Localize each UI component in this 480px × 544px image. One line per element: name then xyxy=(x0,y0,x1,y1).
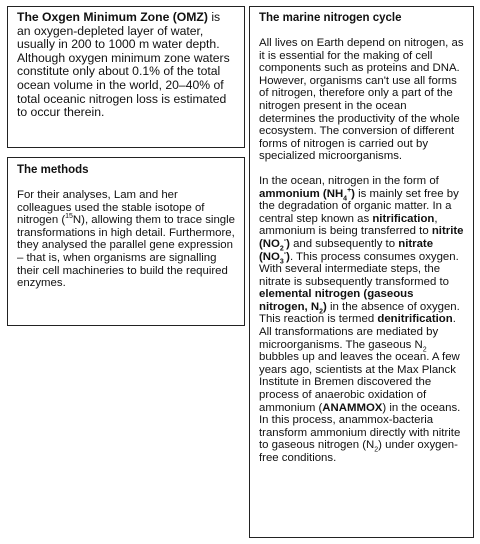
n2-subscript-a: 2 xyxy=(422,345,427,353)
ammonium-term xyxy=(259,188,355,200)
isotope-symbol: N xyxy=(72,214,82,227)
nitrate-subscript: 3 xyxy=(279,257,284,265)
nc-text-c: , ammonium is being transferred to xyxy=(259,212,438,238)
ammonium-label: ammonium (NH xyxy=(259,187,344,200)
methods-text-1: For their analyses, Lam and her colleagues used the stable isotope of nitrogen ( xyxy=(17,189,205,227)
nitrogen-cycle-title: The marine nitrogen cycle xyxy=(259,12,402,24)
nitrite-subscript: 2 xyxy=(279,245,284,253)
nitrite-superscript: - xyxy=(283,237,287,245)
nitrification-term: nitrification xyxy=(372,212,435,225)
methods-text-2: ), allowing them to trace single transformations in high detail. Furthermore, they analysed the parallel gene expression – that is, when organisms are signalling their cell machineries to build the required enzymes. xyxy=(17,214,236,290)
elemental-subscript: 2 xyxy=(319,308,324,316)
methods-box xyxy=(7,157,245,326)
methods-title: The methods xyxy=(17,164,89,176)
nc-text-h: bubbles up and leaves the ocean. A few years ago, scientists at the Max Planck Institute in Bremen discovered the process of anaerobic oxidation of ammonium ( xyxy=(259,351,460,414)
omz-paragraph xyxy=(17,11,235,120)
nitrate-label: nitrate (NO xyxy=(259,237,434,263)
anammox-term: ANAMMOX xyxy=(322,401,383,414)
nc-text-f: in the absence of oxygen. This reaction is termed xyxy=(259,300,460,326)
nc-text-a: In the ocean, nitrogen in the form of xyxy=(259,174,439,187)
nitrate-superscript: - xyxy=(283,249,287,257)
denitrification-term: denitrification xyxy=(377,313,453,326)
elemental-close: ) xyxy=(323,300,327,313)
nc-text-b: is mainly set free by the degradation of organic matter. In a central step known as xyxy=(259,187,459,225)
nc-text-g: . All transformations are mediated by microorganisms. The gaseous N xyxy=(259,313,456,351)
nc-text-e: . This process consumes oxygen. With several intermediate steps, the nitrate is subsequently transformed to xyxy=(259,250,459,288)
nc-text-d: and subsequently to xyxy=(289,237,399,250)
methods-paragraph xyxy=(17,189,235,290)
omz-text: is an oxygen-depleted layer of water, usually in 200 to 1000 m water depth. Although oxygen minimum zone waters constitute only about 0.1% of the total ocean volume in the world, 20–40% of total oceanic nitrogen loss is estimated to occur therein. xyxy=(17,10,230,120)
n2-subscript-b: 2 xyxy=(374,446,379,454)
omz-box xyxy=(7,6,245,148)
ammonium-close: ) xyxy=(351,187,355,200)
nitrite-label: nitrite (NO xyxy=(259,225,464,250)
nc-text-i: ) in the oceans. In this process, anammox-bacteria transform ammonium directly with nitrite to gaseous nitrogen (N xyxy=(259,401,461,452)
nitrite-close: ) xyxy=(286,237,290,250)
nitrogen-cycle-paragraph-1: All lives on Earth depend on nitrogen, as it is essential for the making of cell components such as proteins and DNA. However, organisms can't use all forms of nitrogen, therefore only a part of the nitrogen present in the ocean determines the productivity of the whole ecosystem. The conversion of different forms of nitrogen is carried out by specialized microorganisms. xyxy=(259,37,464,163)
ammonium-subscript: 4 xyxy=(343,194,348,202)
nitrogen-cycle-box xyxy=(249,6,474,538)
nitrate-close: ) xyxy=(286,250,290,263)
isotope-superscript: 15 xyxy=(65,213,73,221)
nitrogen-cycle-paragraph-2 xyxy=(259,175,464,465)
omz-title: The Oxgen Minimum Zone (OMZ) xyxy=(17,10,208,24)
nc-text-j: ) under oxygen-free conditions. xyxy=(259,439,458,464)
elemental-label: elemental nitrogen (gaseous nitrogen, N xyxy=(259,288,414,313)
ammonium-superscript: + xyxy=(347,186,352,194)
